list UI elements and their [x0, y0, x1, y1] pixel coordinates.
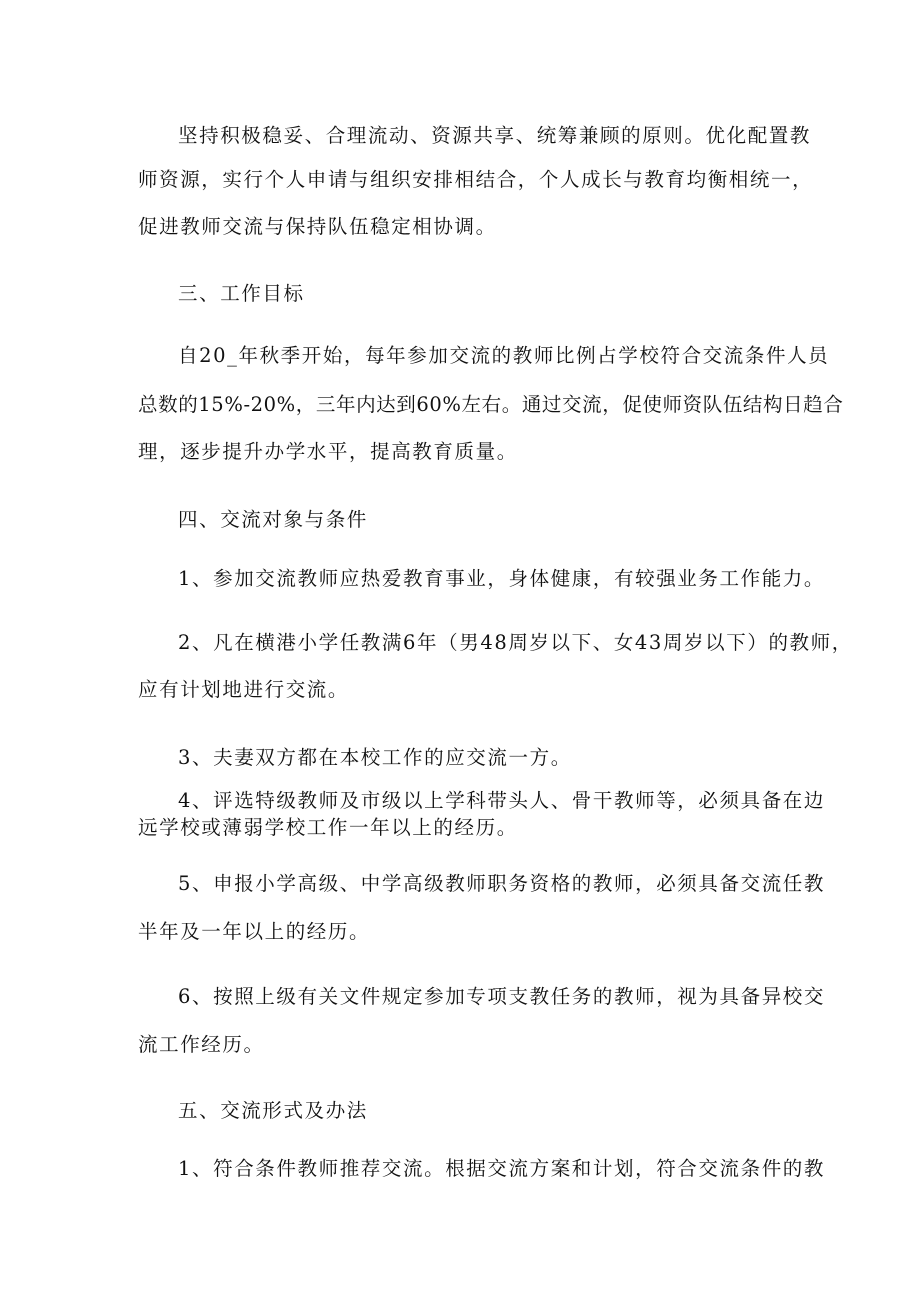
paragraph-line: 自20_年秋季开始，每年参加交流的教师比例占学校符合交流条件人员: [178, 344, 830, 367]
list-item-line: 1、参加交流教师应热爱教育事业，身体健康，有较强业务工作能力。: [178, 567, 826, 590]
list-item-line: 3、夫妻双方都在本校工作的应交流一方。: [178, 746, 572, 769]
list-item-line: 4、评选特级教师及市级以上学科带头人、骨干教师等，必须具备在边: [178, 789, 826, 812]
list-item-line: 1、符合条件教师推荐交流。根据交流方案和计划，符合交流条件的教: [178, 1157, 826, 1180]
list-item-line: 5、申报小学高级、中学高级教师职务资格的教师，必须具备交流任教: [178, 872, 826, 895]
list-item-line: 2、凡在横港小学任教满6年（男48周岁以下、女43周岁以下）的教师，: [178, 631, 853, 654]
list-item-line: 6、按照上级有关文件规定参加专项支教任务的教师，视为具备异校交: [178, 985, 826, 1008]
list-item-line: 远学校或薄弱学校工作一年以上的经历。: [138, 816, 518, 839]
paragraph-line: 促进教师交流与保持队伍稳定相协调。: [138, 215, 497, 238]
paragraph-line: 师资源，实行个人申请与组织安排相结合，个人成长与教育均衡相统一，: [138, 168, 814, 191]
paragraph-line: 总数的15%-20%，三年内达到60%左右。通过交流，促使师资队伍结构日趋合: [138, 393, 844, 416]
list-item-line: 半年及一年以上的经历。: [138, 920, 371, 943]
section-heading: 三、工作目标: [178, 282, 305, 305]
list-item-line: 流工作经历。: [138, 1033, 265, 1056]
paragraph-line: 坚持积极稳妥、合理流动、资源共享、统筹兼顾的原则。优化配置教: [178, 124, 812, 147]
list-item-line: 应有计划地进行交流。: [138, 678, 350, 701]
section-heading: 五、交流形式及办法: [178, 1099, 368, 1122]
paragraph-line: 理，逐步提升办学水平，提高教育质量。: [138, 440, 518, 463]
section-heading: 四、交流对象与条件: [178, 508, 368, 531]
